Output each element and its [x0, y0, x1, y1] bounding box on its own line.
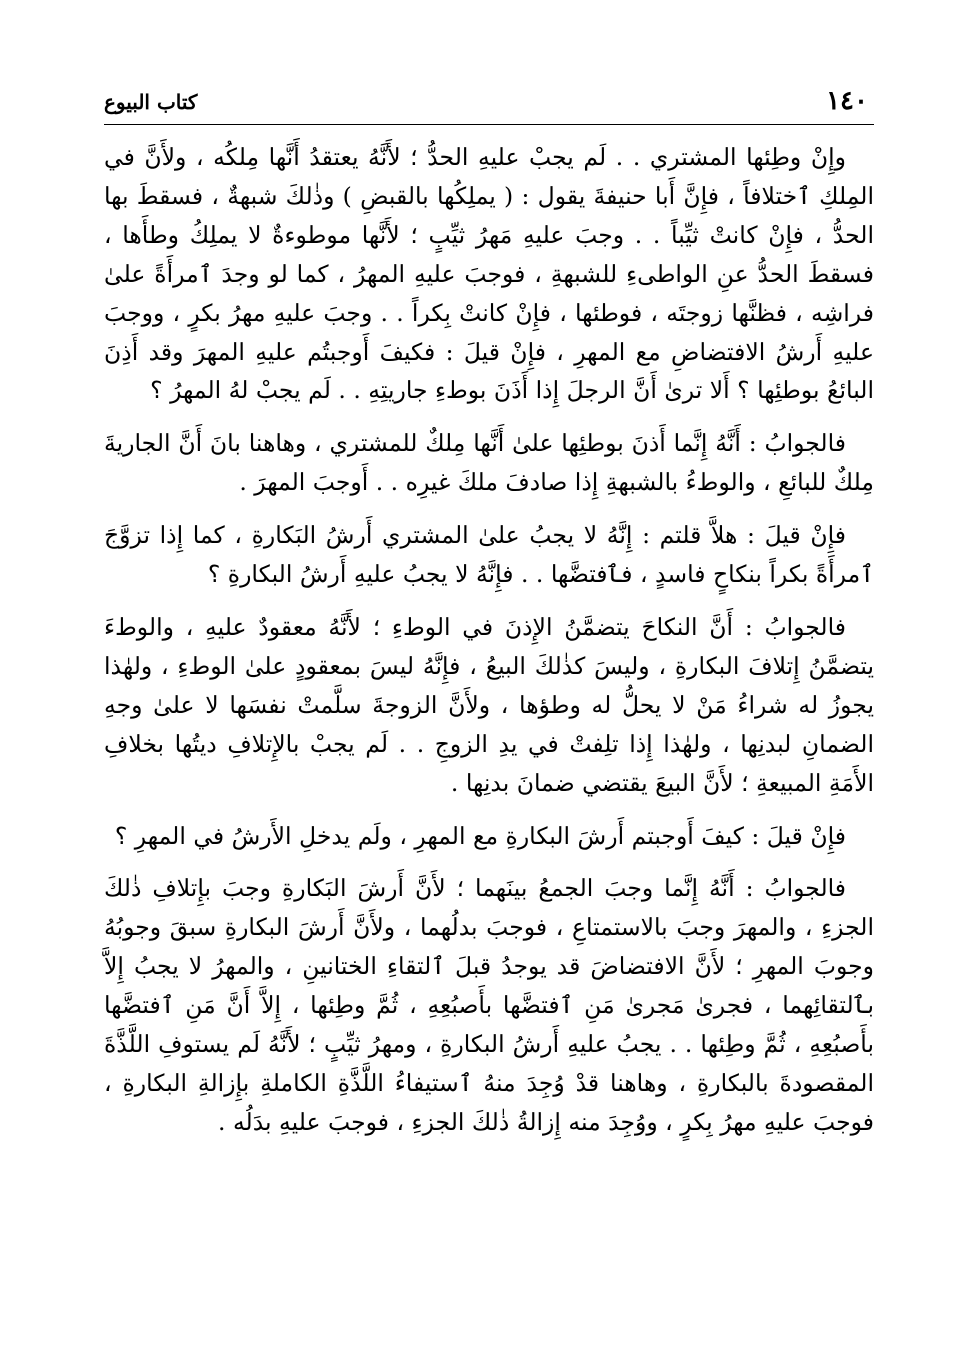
paragraph: فالجوابُ : أَنَّهُ إِنَّما وجبَ الجمعُ بينَهما ؛ لأَنَّ أَرشَ البَكارةِ وجبَ بإِتلافِ ذٰلكَ الجزءِ ، والمهرَ وجبَ بالاستمتاعِ ، فوجبَ بدلُهما ، ولأَنَّ أَرشَ البكارةِ سبقَ وجوبُهُ وجوبَ المهرِ ؛ لأَنَّ الافتضاضَ قد يوجدُ قبلَ ٱلتقاءِ الختانينِ ، والمهرُ لا يجبُ إِلاَّ بٱلتقائِهما ، فجرىٰ مَجرىٰ مَنِ ٱفتضَّها بأَصبُعِهِ ، ثُمَّ وطِئها ، إِلاَّ أَنَّ مَنِ ٱفتضَّها بأَصبُعِهِ ، ثُمَّ وطِئها . . يجبُ عليهِ أَرشُ البكارةِ ، ومهرُ ثيِّبٍ ؛ لأَنَّهُ لَم يستوفِ اللَّذَّةَ المقصودةَ بالبكارةِ ، وهاهنا قدْ وُجِدَ منهُ ٱستيفاءُ اللَّذَّةِ الكاملةِ بإِزالةِ البكارةِ ، فوجبَ عليهِ مهرُ بِكرٍ ، ووُجِدَ منه إِزالةُ ذٰلكَ الجزءِ ، فوجبَ عليهِ بدَلُه . — [104, 874, 874, 1136]
paragraph: فالجوابُ : أَنَّ النكاحَ يتضمَّنُ الإِذنَ في الوطءِ ؛ لأَنَّهُ معقودٌ عليهِ ، والوطءَ يتضمَّنُ إِتلافَ البكارةِ ، وليسَ كذٰلكَ البيعُ ، فإِنَّهُ ليسَ بمعقودٍ علىٰ الوطءِ ، ولهٰذا يجوزُ له شراءُ مَنْ لا يحلُّ له وطؤها ، ولأَنَّ الزوجةَ سلَّمتْ نفسَها لا علىٰ وجهِ الضمانِ لبدنِها ، ولهٰذا إِذا تلِفتْ في يدِ الزوجِ . . لَم يجبْ بالإِتلافِ ديتُها بخلافِ الأَمَةِ المبيعةِ ؛ لأَنَّ البيعَ يقتضي ضمانَ بدنِها . — [104, 612, 874, 797]
page-number: ١٤٠ — [826, 86, 868, 116]
header-rule — [104, 124, 874, 125]
running-title: كتاب البيوع — [104, 90, 198, 114]
paragraph: فإِنْ قيلَ : كيفَ أَوجبتم أَرشَ البكارةِ مع المهرِ ، ولَم يدخلِ الأَرشُ في المهرِ ؟ — [114, 821, 846, 850]
page-body — [104, 138, 874, 1156]
paragraph: فإِنْ قيلَ : هلاَّ قلتم : إِنَّهُ لا يجبُ علىٰ المشتري أَرشُ البَكارةِ ، كما إِذا تزوَّجَ ٱمرأَةً بكراً بنكاحٍ فاسدٍ ، فٱفتضَّها . . فإِنَّهُ لا يجبُ عليهِ أَرشُ البكارةِ ؟ — [104, 521, 874, 589]
paragraph: وإِنْ وطِئها المشتري . . لَم يجبْ عليهِ الحدُّ ؛ لأَنَّهُ يعتقدُ أَنَّها مِلكُه ، ولأَنَّ في المِلكِ ٱختلافاً ، فإِنَّ أَبا حنيفةَ يقول : ( يملِكُها بالقبضِ ) وذٰلكَ شبهةٌ ، فسقطَ بها الحدُّ ، فإِنْ كانتْ ثيِّباً . . وجبَ عليهِ مَهرُ ثيِّبٍ ؛ لأَنَّها موطوءةٌ لا يملِكُ وطأَها ، فسقطَ الحدُّ عنِ الواطىءِ للشبهةِ ، فوجبَ عليهِ المهرُ ، كما لو وجدَ ٱمرأَةً علىٰ فراشِه ، فظنَّها زوجتَه ، فوطئها ، فإِنْ كانتْ بِكراً . . وجبَ عليهِ مهرُ بكرٍ ، ووجبَ عليهِ أَرشُ الافتضاضِ مع المهرِ ، فإِنْ قيلَ : فكيفَ أَوجبتُم عليهِ المهرَ وقد أَذِنَ البائعُ بوطئِها ؟ أَلا ترىٰ أَنَّ الرجلَ إِذا أَذَنَ بوطءِ جاريتِهِ . . لَم يجبْ لهُ المهرُ ؟ — [104, 143, 874, 405]
page-header — [104, 86, 874, 116]
paragraph: فالجوابُ : أَنَّهُ إِنَّما أَذنَ بوطئِها علىٰ أَنَّها مِلكٌ للمشتري ، وهاهنا بانَ أَنَّ الجاريةَ مِلكٌ للبائعِ ، والوطءُ بالشبهةِ إِذا صادفَ ملكَ غيرِه . . أَوجبَ المهرَ . — [104, 429, 874, 497]
